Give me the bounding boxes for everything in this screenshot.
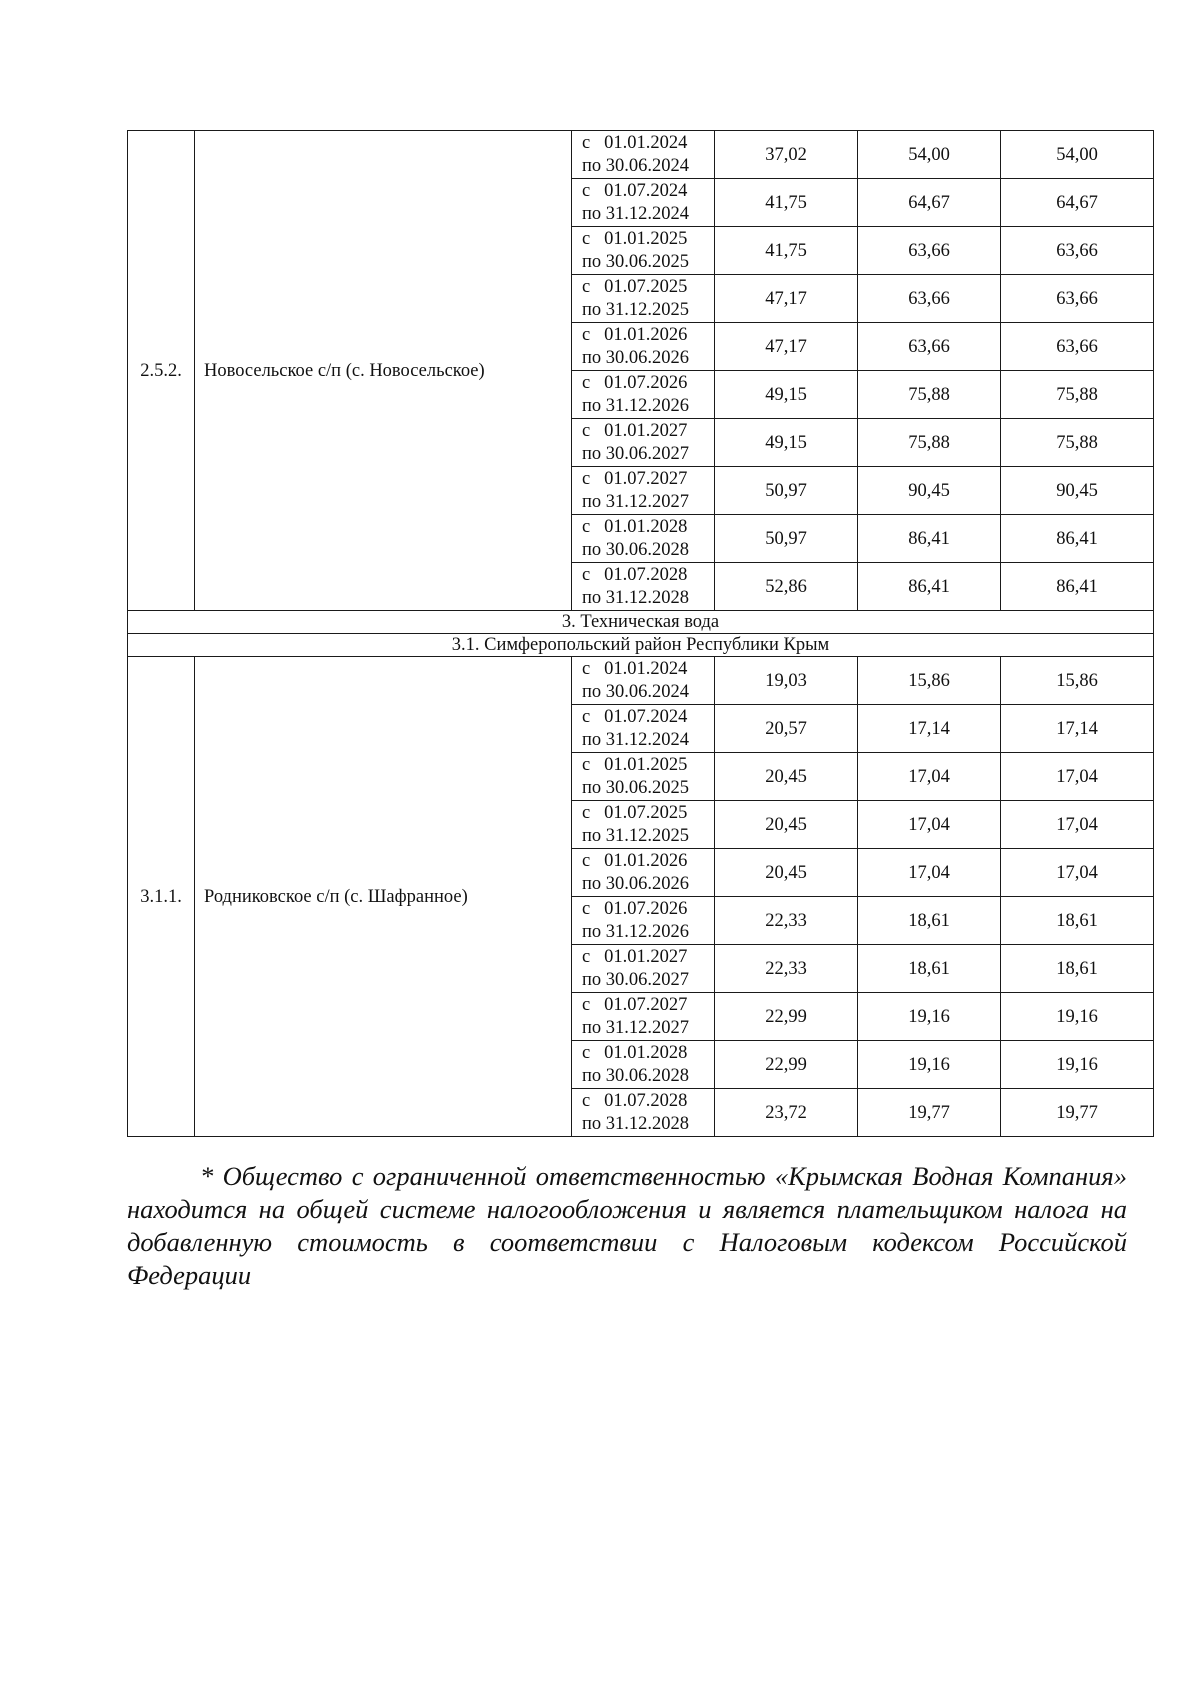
period-from: с 01.07.2026: [582, 372, 688, 393]
tariff-table: [127, 130, 1154, 1137]
period-cell: [572, 275, 715, 323]
period-to: по 30.06.2026: [582, 347, 690, 368]
tariff-value-cell: 64,67: [858, 179, 1001, 227]
tariff-value-cell: 22,99: [715, 1041, 858, 1089]
period-from: с 01.01.2024: [582, 658, 688, 679]
tariff-value-cell: 17,04: [858, 753, 1001, 801]
tariff-value-cell: 19,03: [715, 657, 858, 705]
period-to: по 31.12.2025: [582, 825, 690, 846]
period-cell: [572, 801, 715, 849]
tariff-value-cell: 86,41: [858, 515, 1001, 563]
tariff-table-body: [128, 131, 1154, 1137]
period-from: с 01.01.2027: [582, 946, 688, 967]
tariff-value-cell: 63,66: [1001, 227, 1154, 275]
period-to: по 30.06.2024: [582, 681, 690, 702]
tariff-value-cell: 54,00: [1001, 131, 1154, 179]
tariff-value-cell: 17,14: [858, 705, 1001, 753]
period-cell: [572, 1041, 715, 1089]
period-from: с 01.07.2028: [582, 564, 688, 585]
period-cell: [572, 705, 715, 753]
period-to: по 30.06.2027: [582, 443, 690, 464]
period-to: по 31.12.2028: [582, 1113, 690, 1134]
period-to: по 31.12.2027: [582, 1017, 690, 1038]
tariff-value-cell: 18,61: [858, 897, 1001, 945]
period-to: по 30.06.2027: [582, 969, 690, 990]
tariff-value-cell: 63,66: [858, 275, 1001, 323]
tariff-value-cell: 17,04: [1001, 801, 1154, 849]
tariff-value-cell: 17,04: [1001, 753, 1154, 801]
period-from: с 01.07.2028: [582, 1090, 688, 1111]
tariff-value-cell: 20,45: [715, 753, 858, 801]
tariff-value-cell: 86,41: [1001, 515, 1154, 563]
tariff-value-cell: 15,86: [858, 657, 1001, 705]
period-cell: [572, 657, 715, 705]
period-from: с 01.01.2026: [582, 850, 688, 871]
table-row: [128, 131, 1154, 179]
tariff-value-cell: 52,86: [715, 563, 858, 611]
tariff-value-cell: 19,16: [1001, 1041, 1154, 1089]
settlement-name-cell: Родниковское с/п (с. Шафранное): [195, 657, 572, 1137]
table-row: [128, 657, 1154, 705]
tariff-value-cell: 90,45: [1001, 467, 1154, 515]
tariff-value-cell: 19,16: [858, 993, 1001, 1041]
period-from: с 01.07.2027: [582, 468, 688, 489]
tariff-value-cell: 86,41: [1001, 563, 1154, 611]
period-to: по 31.12.2026: [582, 395, 690, 416]
tariff-value-cell: 54,00: [858, 131, 1001, 179]
tariff-value-cell: 63,66: [1001, 323, 1154, 371]
tariff-value-cell: 49,15: [715, 371, 858, 419]
tariff-value-cell: 75,88: [858, 371, 1001, 419]
period-to: по 31.12.2027: [582, 491, 690, 512]
period-from: с 01.07.2026: [582, 898, 688, 919]
settlement-name-cell: Новосельское с/п (с. Новосельское): [195, 131, 572, 611]
tariff-value-cell: 22,33: [715, 945, 858, 993]
tariff-value-cell: 90,45: [858, 467, 1001, 515]
tariff-value-cell: 75,88: [1001, 419, 1154, 467]
period-cell: [572, 1089, 715, 1137]
tariff-value-cell: 75,88: [858, 419, 1001, 467]
tariff-value-cell: 18,61: [858, 945, 1001, 993]
period-from: с 01.01.2027: [582, 420, 688, 441]
tariff-value-cell: 63,66: [1001, 275, 1154, 323]
period-from: с 01.01.2025: [582, 228, 688, 249]
period-cell: [572, 131, 715, 179]
tariff-value-cell: 17,04: [858, 801, 1001, 849]
period-to: по 30.06.2028: [582, 539, 690, 560]
period-to: по 30.06.2024: [582, 155, 690, 176]
period-from: с 01.01.2028: [582, 1042, 688, 1063]
period-cell: [572, 897, 715, 945]
tariff-value-cell: 19,16: [1001, 993, 1154, 1041]
period-cell: [572, 419, 715, 467]
row-number-cell: 3.1.1.: [128, 657, 195, 1137]
tariff-value-cell: 63,66: [858, 227, 1001, 275]
period-to: по 30.06.2025: [582, 251, 690, 272]
row-number-cell: 2.5.2.: [128, 131, 195, 611]
tariff-value-cell: 50,97: [715, 515, 858, 563]
period-from: с 01.01.2026: [582, 324, 688, 345]
tariff-value-cell: 64,67: [1001, 179, 1154, 227]
period-to: по 30.06.2025: [582, 777, 690, 798]
period-cell: [572, 753, 715, 801]
period-from: с 01.07.2027: [582, 994, 688, 1015]
tariff-value-cell: 22,99: [715, 993, 858, 1041]
tariff-value-cell: 17,14: [1001, 705, 1154, 753]
tariff-value-cell: 50,97: [715, 467, 858, 515]
period-to: по 30.06.2028: [582, 1065, 690, 1086]
tariff-value-cell: 75,88: [1001, 371, 1154, 419]
period-cell: [572, 467, 715, 515]
period-cell: [572, 993, 715, 1041]
period-from: с 01.07.2024: [582, 180, 688, 201]
tariff-value-cell: 63,66: [858, 323, 1001, 371]
period-to: по 31.12.2024: [582, 203, 690, 224]
tariff-value-cell: 86,41: [858, 563, 1001, 611]
period-to: по 31.12.2026: [582, 921, 690, 942]
period-cell: [572, 563, 715, 611]
period-cell: [572, 323, 715, 371]
section-row: [128, 634, 1154, 657]
tax-footnote: * Общество с ограниченной ответственностью «Крымская Водная Компания» находится на общей системе налогообложения и является плательщиком налога на добавленную стоимость в соответствии с Налоговым кодексом Российской Федерации: [127, 1161, 1127, 1290]
tariff-value-cell: 22,33: [715, 897, 858, 945]
section-header: 3.1. Симферопольский район Республики Крым: [128, 634, 1154, 657]
tariff-value-cell: 41,75: [715, 227, 858, 275]
period-cell: [572, 179, 715, 227]
tariff-value-cell: 47,17: [715, 275, 858, 323]
section-header: 3. Техническая вода: [128, 611, 1154, 634]
period-from: с 01.01.2025: [582, 754, 688, 775]
tariff-value-cell: 18,61: [1001, 897, 1154, 945]
tariff-value-cell: 19,77: [858, 1089, 1001, 1137]
period-to: по 30.06.2026: [582, 873, 690, 894]
tariff-value-cell: 23,72: [715, 1089, 858, 1137]
tariff-value-cell: 18,61: [1001, 945, 1154, 993]
tariff-value-cell: 20,45: [715, 849, 858, 897]
period-to: по 31.12.2028: [582, 587, 690, 608]
period-from: с 01.07.2025: [582, 802, 688, 823]
tariff-value-cell: 49,15: [715, 419, 858, 467]
period-from: с 01.01.2024: [582, 132, 688, 153]
tariff-value-cell: 20,57: [715, 705, 858, 753]
tariff-value-cell: 47,17: [715, 323, 858, 371]
period-cell: [572, 849, 715, 897]
period-to: по 31.12.2024: [582, 729, 690, 750]
tariff-value-cell: 19,77: [1001, 1089, 1154, 1137]
period-cell: [572, 227, 715, 275]
period-cell: [572, 515, 715, 563]
tariff-value-cell: 17,04: [858, 849, 1001, 897]
tariff-value-cell: 37,02: [715, 131, 858, 179]
period-from: с 01.07.2025: [582, 276, 688, 297]
period-cell: [572, 371, 715, 419]
period-cell: [572, 945, 715, 993]
tariff-value-cell: 41,75: [715, 179, 858, 227]
period-from: с 01.01.2028: [582, 516, 688, 537]
tariff-value-cell: 19,16: [858, 1041, 1001, 1089]
section-row: [128, 611, 1154, 634]
period-from: с 01.07.2024: [582, 706, 688, 727]
tariff-value-cell: 15,86: [1001, 657, 1154, 705]
tariff-value-cell: 20,45: [715, 801, 858, 849]
tariff-value-cell: 17,04: [1001, 849, 1154, 897]
period-to: по 31.12.2025: [582, 299, 690, 320]
